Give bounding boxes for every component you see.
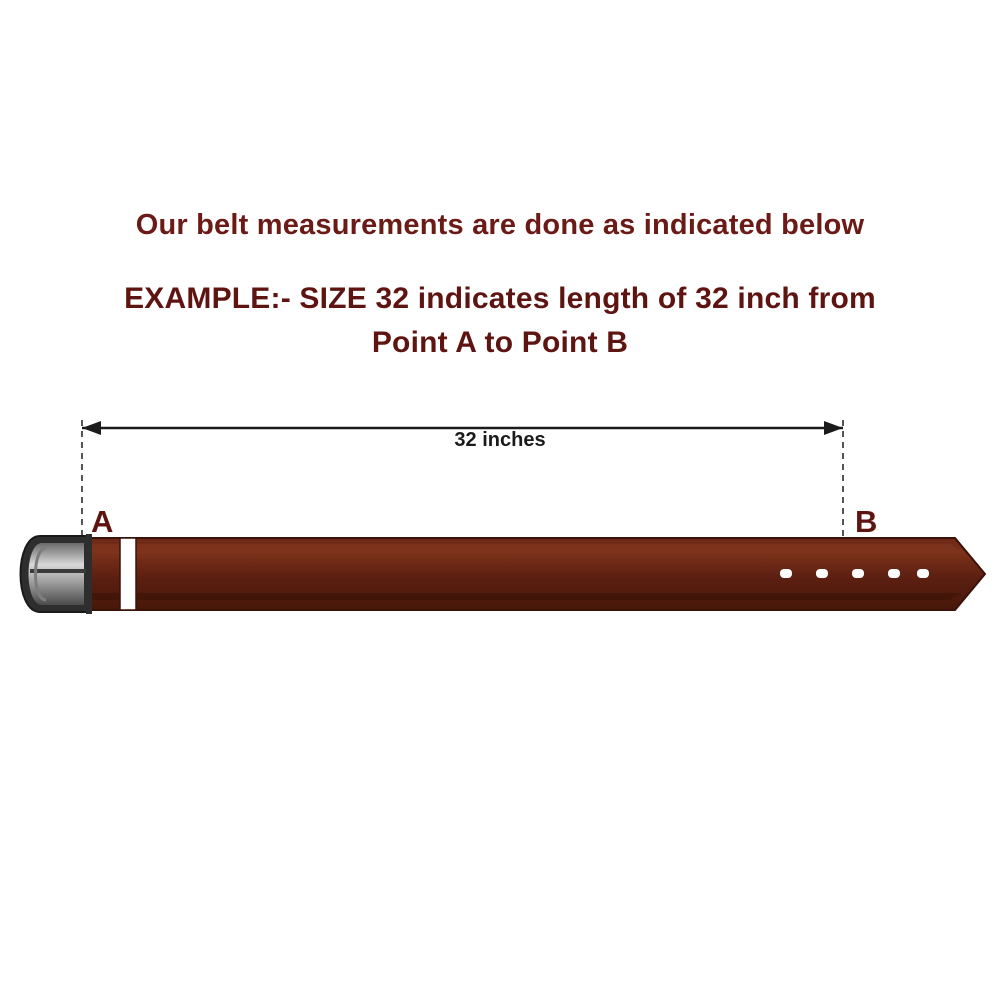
dimension-label: 32 inches bbox=[454, 429, 546, 451]
belt-icon bbox=[88, 538, 985, 610]
point-b-label: B bbox=[855, 504, 878, 539]
belt-keeper bbox=[120, 538, 136, 610]
page-title: Our belt measurements are done as indicated below bbox=[135, 209, 865, 241]
point-a-label: A bbox=[91, 504, 114, 539]
example-text-line-1: EXAMPLE:- SIZE 32 indicates length of 32 inch from bbox=[124, 282, 876, 315]
example-text-line-2: Point A to Point B bbox=[371, 326, 629, 359]
buckle-icon bbox=[21, 534, 93, 614]
